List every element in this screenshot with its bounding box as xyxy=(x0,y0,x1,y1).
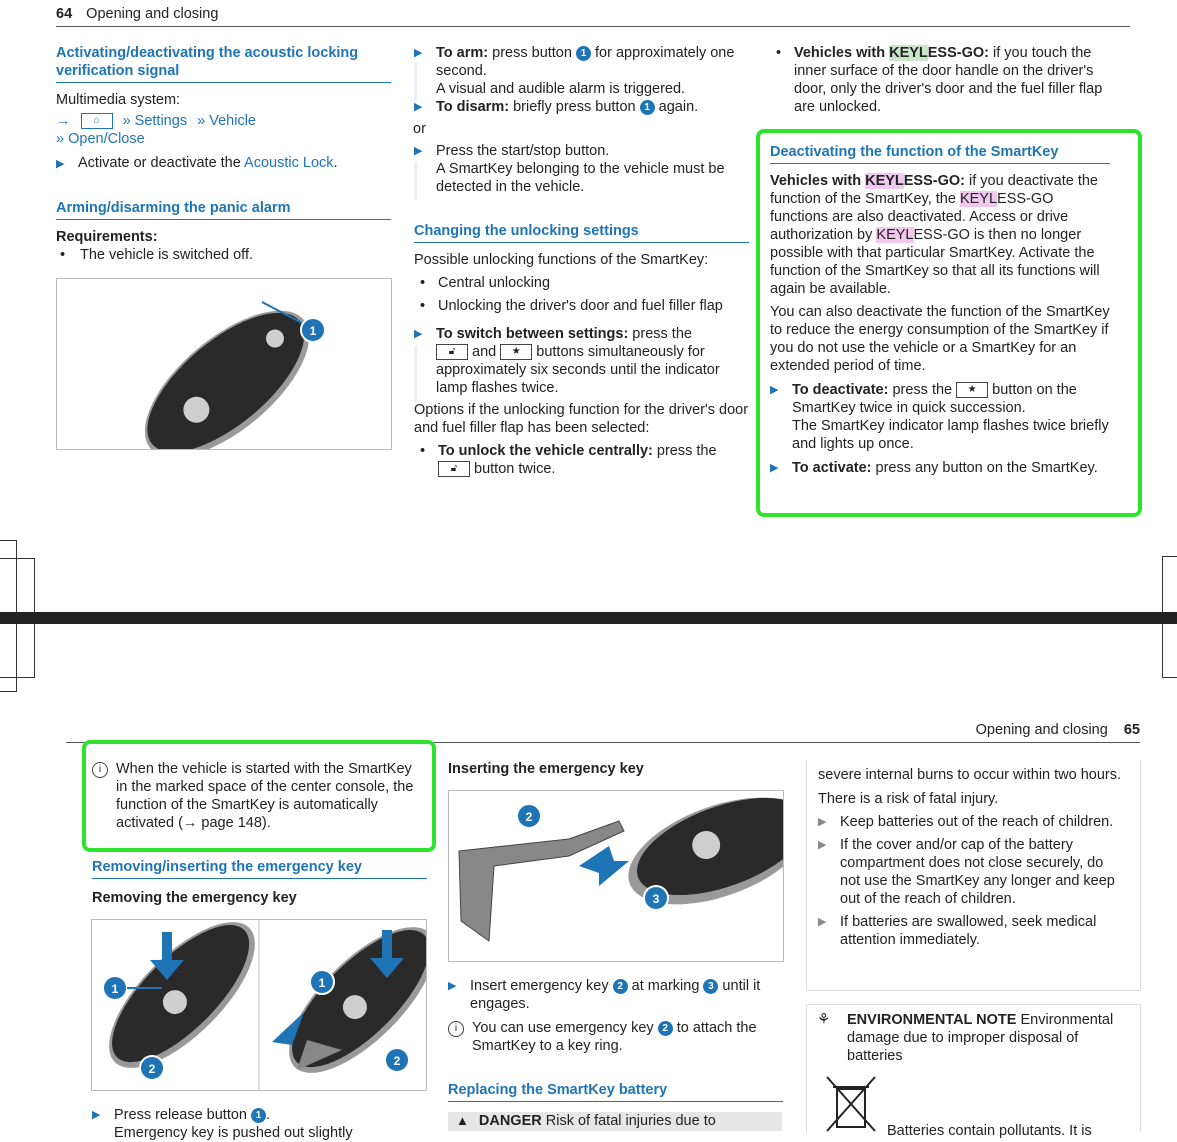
svg-text:1: 1 xyxy=(318,976,326,990)
env-label: ENVIRONMENTAL NOTE xyxy=(847,1012,1017,1028)
options-if-text: Options if the unlocking function for the driver's door and fuel filler flap has been selected: xyxy=(414,402,749,436)
keyless-vehicles-item xyxy=(772,44,1107,116)
callout-2: 2 xyxy=(613,979,628,994)
deactivate-p1 xyxy=(770,172,1110,298)
bullet-icon: • xyxy=(420,443,426,459)
activate-step xyxy=(770,459,1110,477)
unlock-label: To unlock the vehicle centrally: xyxy=(438,443,653,459)
deactivate-result: The SmartKey indicator lamp flashes twice briefly and lights up once. xyxy=(792,418,1109,452)
key-ring-note xyxy=(448,1019,783,1055)
acoustic-lock-link[interactable]: Acoustic Lock xyxy=(244,155,334,171)
logo-key-icon: ★ xyxy=(500,344,532,360)
heading-removing: Removing the emergency key xyxy=(92,890,297,906)
header-title: Opening and closing xyxy=(86,6,219,22)
unlock-text2: button twice. xyxy=(470,461,556,477)
callout-2: 2 xyxy=(658,1021,673,1036)
disarm-text2: again. xyxy=(654,99,699,115)
svg-text:2: 2 xyxy=(148,1062,156,1076)
risk-text: There is a risk of fatal injury. xyxy=(818,791,999,807)
unlock-centrally-item xyxy=(414,442,749,478)
note-text2: to attach the SmartKey to a key ring. xyxy=(472,1020,757,1054)
keyl-highlight: KEYL xyxy=(865,173,904,189)
deactivate-section xyxy=(770,143,1110,477)
step-arrow-icon: ▶ xyxy=(448,980,457,992)
page64-header xyxy=(56,6,1130,27)
step-bar xyxy=(414,62,417,100)
step-arrow-icon: ▶ xyxy=(414,328,423,340)
page-divider xyxy=(0,612,1177,624)
step-arrow-icon: ▶ xyxy=(414,145,423,157)
switch-label: To switch between settings: xyxy=(436,326,629,342)
cut-line: Emergency key is pushed out slightly xyxy=(114,1125,353,1141)
svg-text:3: 3 xyxy=(652,892,660,906)
step-activate xyxy=(56,154,391,173)
bullet-icon: • xyxy=(776,45,782,61)
crossed-bin-icon xyxy=(825,1075,879,1132)
deactivate-text: press the xyxy=(888,382,957,398)
activate-label: To activate: xyxy=(792,460,872,476)
danger-box xyxy=(448,1112,782,1131)
heading-acoustic: Activating/deactivating the acoustic locking verification signal xyxy=(56,44,391,83)
arm-text: press button xyxy=(488,45,576,61)
activate-text: press any button on the SmartKey. xyxy=(871,460,1098,476)
heading-removing-inserting: Removing/inserting the emergency key xyxy=(92,858,427,879)
home-icon: ⌂ xyxy=(81,113,113,129)
warning-text: If the cover and/or cap of the battery compartment does not close securely, do not use the SmartKey any longer and keep out of the reach of children. xyxy=(840,837,1115,907)
note-text: When the vehicle is started with the SmartKey in the marked space of the center console, the function of the SmartKey is automatically activated (→ page 148). xyxy=(116,761,414,831)
switch-and: and xyxy=(468,344,501,360)
heading-unlock-settings: Changing the unlocking settings xyxy=(414,222,749,243)
vehicles-text: if you touch the inner surface of the door handle on the driver's door, only the driver's door and the fuel filler flap are unlocked. xyxy=(794,45,1103,115)
nav-arrow-icon: → xyxy=(56,113,71,129)
p1-label-end: ESS-GO: xyxy=(903,173,965,189)
warning-bullet xyxy=(818,813,1123,831)
emergency-key-removal-illustration xyxy=(92,920,426,1090)
p1-label: Vehicles with xyxy=(770,173,866,189)
disarm-text: briefly press button xyxy=(509,99,640,115)
option-item xyxy=(414,297,749,315)
p1-text-a: if you deactivate the function of the SmartKey, the xyxy=(770,173,1098,207)
info-icon: i xyxy=(92,762,108,778)
arm-label: To arm: xyxy=(436,45,489,61)
press-release-end: . xyxy=(266,1107,271,1123)
press-release-step xyxy=(92,1106,427,1142)
page65-col2-text xyxy=(448,977,783,1102)
step-arrow-icon: ▶ xyxy=(818,839,827,851)
p1-text-b: ESS-GO functions are also deactivated. Access or drive authorization by xyxy=(770,191,1069,243)
smartkey-image xyxy=(56,278,392,450)
vehicles-label: Vehicles with xyxy=(794,45,890,61)
insert-text: Insert emergency key xyxy=(470,978,613,994)
page65-col3 xyxy=(818,766,1123,949)
step-arrow-icon: ▶ xyxy=(818,916,827,928)
page65-col1 xyxy=(92,858,427,907)
step-arrow-icon: ▶ xyxy=(770,384,779,396)
logo-key-icon: ★ xyxy=(956,382,988,398)
press-release-text: Press release button xyxy=(114,1107,252,1123)
nav-settings[interactable]: Settings xyxy=(134,113,188,129)
option-text: Unlocking the driver's door and fuel filler flap xyxy=(438,298,723,314)
danger-label: DANGER xyxy=(478,1113,542,1129)
removing-key-image xyxy=(91,919,427,1091)
heading-inserting: Inserting the emergency key xyxy=(448,761,644,777)
environmental-note xyxy=(807,1005,1140,1065)
p1-text-c: ESS-GO is then no longer possible with that particular SmartKey. Activate the function of the SmartKey so that all its functions will again be available. xyxy=(770,227,1100,297)
keyl-highlight: KEYL xyxy=(959,191,998,207)
or-text: or xyxy=(413,121,426,137)
unlock-key-icon: 🔓︎ xyxy=(438,461,470,477)
batteries-text: Batteries contain pollutants. It is xyxy=(887,1123,1092,1139)
step-arrow-icon: ▶ xyxy=(818,816,827,828)
danger-text: Risk of fatal injuries due to xyxy=(541,1113,716,1129)
leaf-icon: ⚘ xyxy=(817,1011,831,1028)
step-bar xyxy=(414,346,417,402)
page64-col3 xyxy=(772,44,1107,116)
bullet-icon: • xyxy=(420,275,426,291)
page64-col2 xyxy=(414,44,749,478)
svg-text:1: 1 xyxy=(111,982,119,996)
deactivate-step xyxy=(770,381,1110,453)
start-text: Press the start/stop button. xyxy=(436,143,610,159)
possible-text: Possible unlocking functions of the SmartKey: xyxy=(414,252,709,268)
requirements-label: Requirements: xyxy=(56,229,158,245)
insert-step xyxy=(448,977,783,1013)
burns-text: severe internal burns to occur within two hours. xyxy=(818,767,1122,783)
requirement-text: The vehicle is switched off. xyxy=(80,247,254,263)
info-icon: i xyxy=(448,1021,464,1037)
disarm-label: To disarm: xyxy=(436,99,510,115)
step-arrow-icon: ▶ xyxy=(92,1109,101,1121)
option-text: Central unlocking xyxy=(438,275,551,291)
emergency-key-insert-illustration xyxy=(449,791,783,961)
arm-text2: for approximately one second. xyxy=(436,45,735,79)
step-arrow-icon: ▶ xyxy=(414,47,423,59)
note-text: You can use emergency key xyxy=(472,1020,658,1036)
smartkey-illustration xyxy=(57,279,391,449)
step-arrow-icon: ▶ xyxy=(56,158,65,170)
option-item xyxy=(414,274,749,292)
nav-open-close[interactable]: Open/Close xyxy=(68,131,145,147)
step-bar xyxy=(414,162,417,200)
insert-text3: until it engages. xyxy=(470,978,761,1012)
step-text-end: . xyxy=(333,155,338,171)
switch-step xyxy=(414,325,749,397)
unlock-text: press the xyxy=(652,443,717,459)
keyl-highlight: KEYL xyxy=(876,227,914,243)
deactivate-text2: button on the SmartKey twice in quick succession. xyxy=(792,382,1077,416)
warning-text: If batteries are swallowed, seek medical attention immediately. xyxy=(840,914,1097,948)
env-text: Environmental damage due to improper disposal of batteries xyxy=(847,1012,1114,1064)
vehicles-label-end: ESS-GO: xyxy=(927,45,989,61)
svg-text:2: 2 xyxy=(393,1054,401,1068)
warning-bullet xyxy=(818,836,1123,908)
callout-3: 3 xyxy=(703,979,718,994)
header-title: Opening and closing xyxy=(975,722,1108,738)
keyl-highlight: KEYL xyxy=(889,45,928,61)
bullet-icon: • xyxy=(60,247,66,263)
nav-path xyxy=(56,112,391,148)
page65-col2 xyxy=(448,760,783,778)
arm-result: A visual and audible alarm is triggered. xyxy=(436,81,686,97)
page-number: 65 xyxy=(1123,722,1140,738)
chevron-icon: » xyxy=(122,113,131,129)
nav-vehicle[interactable]: Vehicle xyxy=(209,113,256,129)
unlock-key-icon: 🔓︎ xyxy=(436,344,468,360)
heading-replacing-battery: Replacing the SmartKey battery xyxy=(448,1081,783,1102)
page64-col1 xyxy=(56,44,391,264)
callout-1: 1 xyxy=(576,46,591,61)
deactivate-label: To deactivate: xyxy=(792,382,889,398)
chevron-icon: » xyxy=(197,113,206,129)
start-step xyxy=(414,142,749,196)
bullet-icon: • xyxy=(420,298,426,314)
heading-deactivate: Deactivating the function of the SmartKey xyxy=(770,143,1110,164)
arm-step xyxy=(414,44,749,98)
warning-bullet xyxy=(818,913,1123,949)
warning-icon: ▲ xyxy=(456,1113,469,1128)
heading-panic: Arming/disarming the panic alarm xyxy=(56,199,391,220)
start-text2: A SmartKey belonging to the vehicle must be detected in the vehicle. xyxy=(436,161,725,195)
insert-text2: at marking xyxy=(627,978,704,994)
callout-1: 1 xyxy=(251,1108,266,1123)
step-arrow-icon: ▶ xyxy=(414,101,423,113)
switch-text2: buttons simultaneously for approximately six seconds until the indicator lamp flashes twice. xyxy=(436,344,720,396)
svg-text:2: 2 xyxy=(525,810,533,824)
switch-text: press the xyxy=(628,326,692,342)
warning-text: Keep batteries out of the reach of children. xyxy=(840,814,1114,830)
callout-1: 1 xyxy=(309,324,317,338)
multimedia-label: Multimedia system: xyxy=(56,92,181,108)
deactivate-p2: You can also deactivate the function of the SmartKey to reduce the energy consumption of the SmartKey if you do not use the vehicle or a SmartKey for an extended period of time. xyxy=(770,304,1110,374)
disarm-step xyxy=(414,98,749,116)
step-arrow-icon: ▶ xyxy=(770,462,779,474)
inserting-key-image xyxy=(448,790,784,962)
callout-1: 1 xyxy=(640,100,655,115)
environmental-box xyxy=(806,1004,1141,1139)
requirement-item xyxy=(56,246,391,264)
chevron-icon: » xyxy=(56,131,65,147)
page-number: 64 xyxy=(56,6,73,22)
note-activated xyxy=(92,760,422,832)
step-text: Activate or deactivate the xyxy=(78,155,245,171)
